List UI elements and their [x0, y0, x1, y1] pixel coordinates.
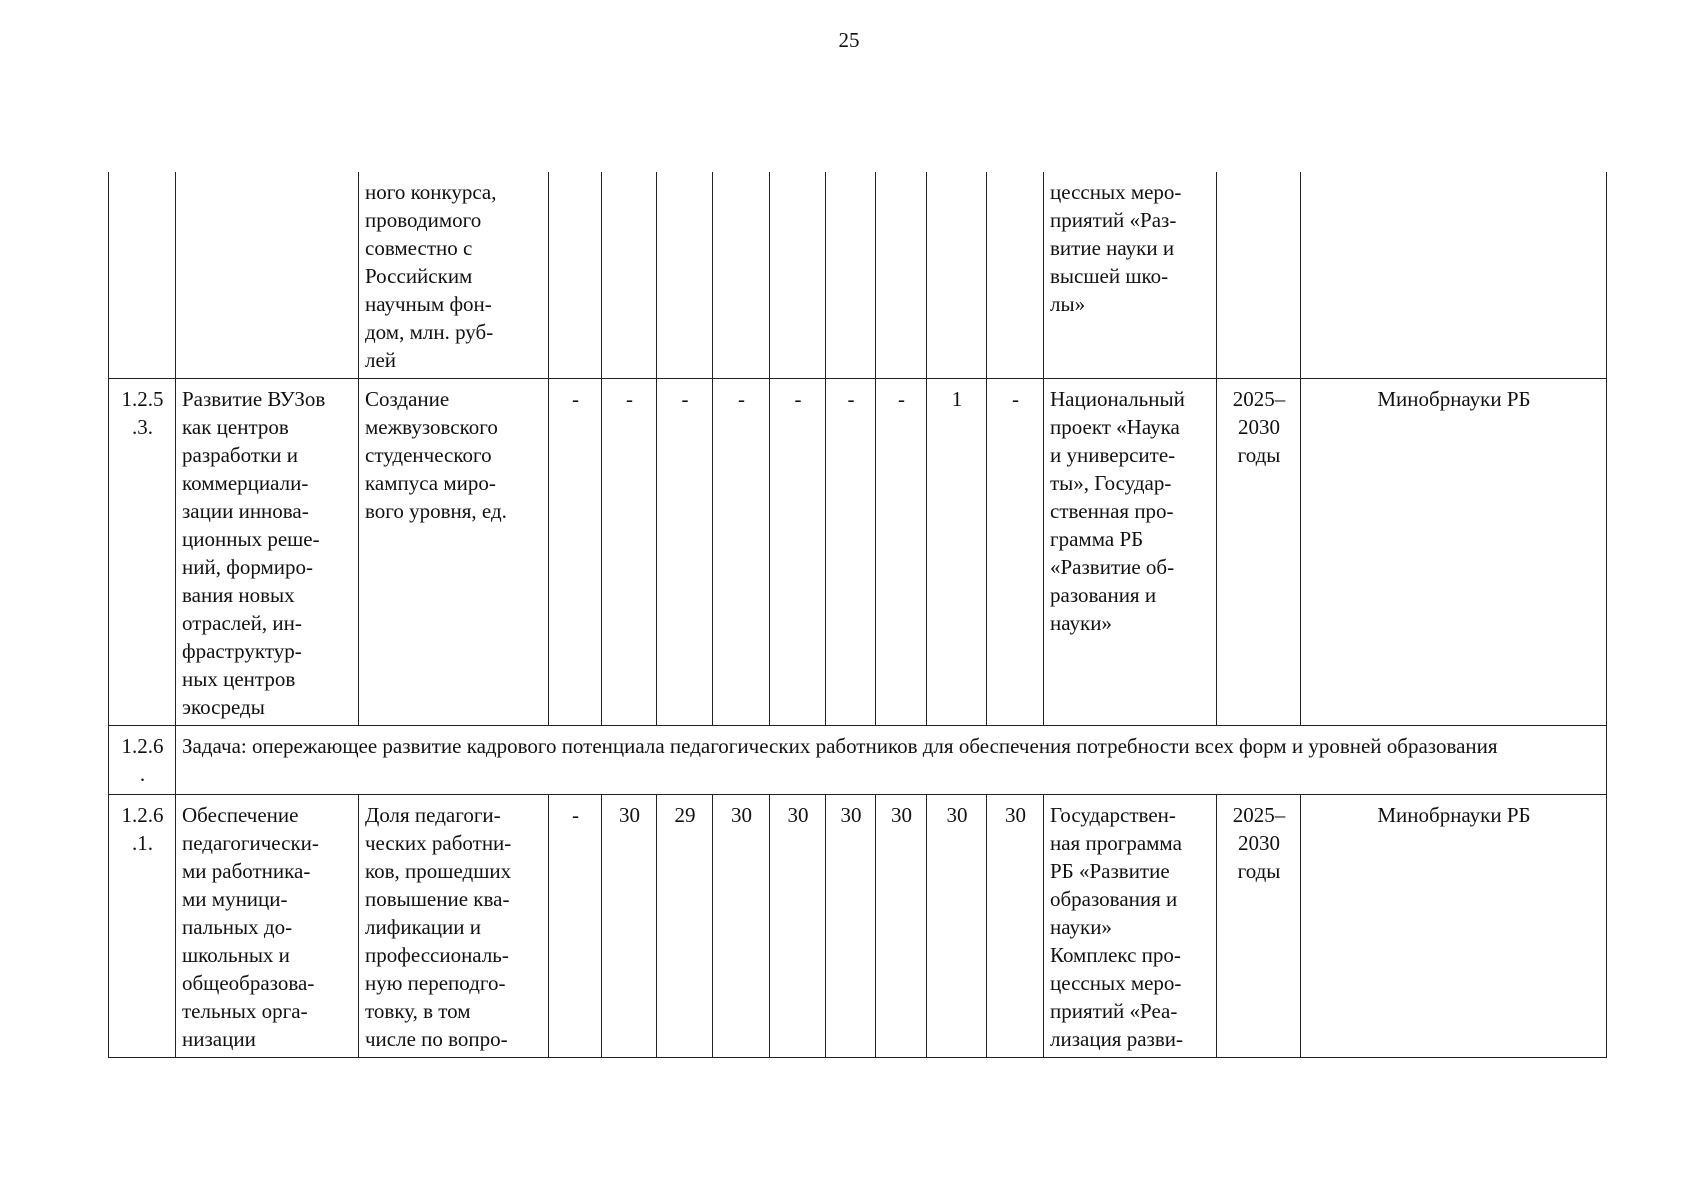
measure-name: Обеспечение педагогически- ми работника- ми муници- пальных до- школьных и общеобразова- тельных орга- низации [176, 795, 359, 1058]
indicator-value: - [987, 379, 1044, 726]
row-number: 1.2.5 .3. [109, 379, 176, 726]
row-number: 1.2.6 .1. [109, 795, 176, 1058]
executor: Минобрнауки РБ [1301, 795, 1607, 1058]
page-number: 25 [838, 28, 860, 52]
indicator-value: 29 [657, 795, 713, 1058]
measure-name: Развитие ВУЗов как центров разработки и коммерциали- зации иннова- ционных реше- ний, формиро- вания новых отраслей, ин- фраструктур- ных центров экосреды [176, 379, 359, 726]
funding-source: Национальный проект «Наука и университе- ты», Государ- ственная про- грамма РБ «Развитие об- разования и науки» [1044, 379, 1217, 726]
table-row [109, 795, 1607, 1058]
indicator-value [657, 172, 713, 379]
measure-name [176, 172, 359, 379]
funding-source: Государствен- ная программа РБ «Развитие образования и науки» Комплекс про- цессных меро- приятий «Реа- лизация разви- [1044, 795, 1217, 1058]
indicator-name: Доля педагоги- ческих работни- ков, прошедших повышение ква- лификации и профессиональ- ную переподго- товку, в том числе по вопро- [359, 795, 549, 1058]
executor: Минобрнауки РБ [1301, 379, 1607, 726]
indicator-value: 30 [927, 795, 987, 1058]
table-row [109, 379, 1607, 726]
measures-table [108, 172, 1607, 1058]
implementation-years: 2025– 2030 годы [1217, 379, 1301, 726]
indicator-value [987, 172, 1044, 379]
indicator-value: - [770, 379, 826, 726]
indicator-value: - [657, 379, 713, 726]
executor [1301, 172, 1607, 379]
indicator-value [602, 172, 657, 379]
table-row [109, 172, 1607, 379]
indicator-value [713, 172, 770, 379]
indicator-value: 30 [602, 795, 657, 1058]
row-number [109, 172, 176, 379]
indicator-value [927, 172, 987, 379]
indicator-value: - [549, 795, 602, 1058]
indicator-value [770, 172, 826, 379]
row-number: 1.2.6 . [109, 726, 176, 795]
indicator-value: - [713, 379, 770, 726]
indicator-name: ного конкурса, проводимого совместно с Российским научным фон- дом, млн. руб- лей [359, 172, 549, 379]
indicator-value: 30 [713, 795, 770, 1058]
indicator-value: 30 [826, 795, 876, 1058]
indicator-value: 1 [927, 379, 987, 726]
indicator-value [826, 172, 876, 379]
indicator-value: 30 [876, 795, 927, 1058]
implementation-years [1217, 172, 1301, 379]
indicator-value: 30 [770, 795, 826, 1058]
task-text: Задача: опережающее развитие кадрового потенциала педагогических работников для обеспечения потребности всех форм и уровней образования [176, 726, 1607, 795]
indicator-name: Создание межвузовского студенческого кампуса миро- вого уровня, ед. [359, 379, 549, 726]
indicator-value: 30 [987, 795, 1044, 1058]
funding-source: цессных меро- приятий «Раз- витие науки и высшей шко- лы» [1044, 172, 1217, 379]
implementation-years: 2025– 2030 годы [1217, 795, 1301, 1058]
indicator-value: - [876, 379, 927, 726]
indicator-value [876, 172, 927, 379]
indicator-value: - [602, 379, 657, 726]
task-row [109, 726, 1607, 795]
indicator-value: - [549, 379, 602, 726]
indicator-value: - [826, 379, 876, 726]
indicator-value [549, 172, 602, 379]
